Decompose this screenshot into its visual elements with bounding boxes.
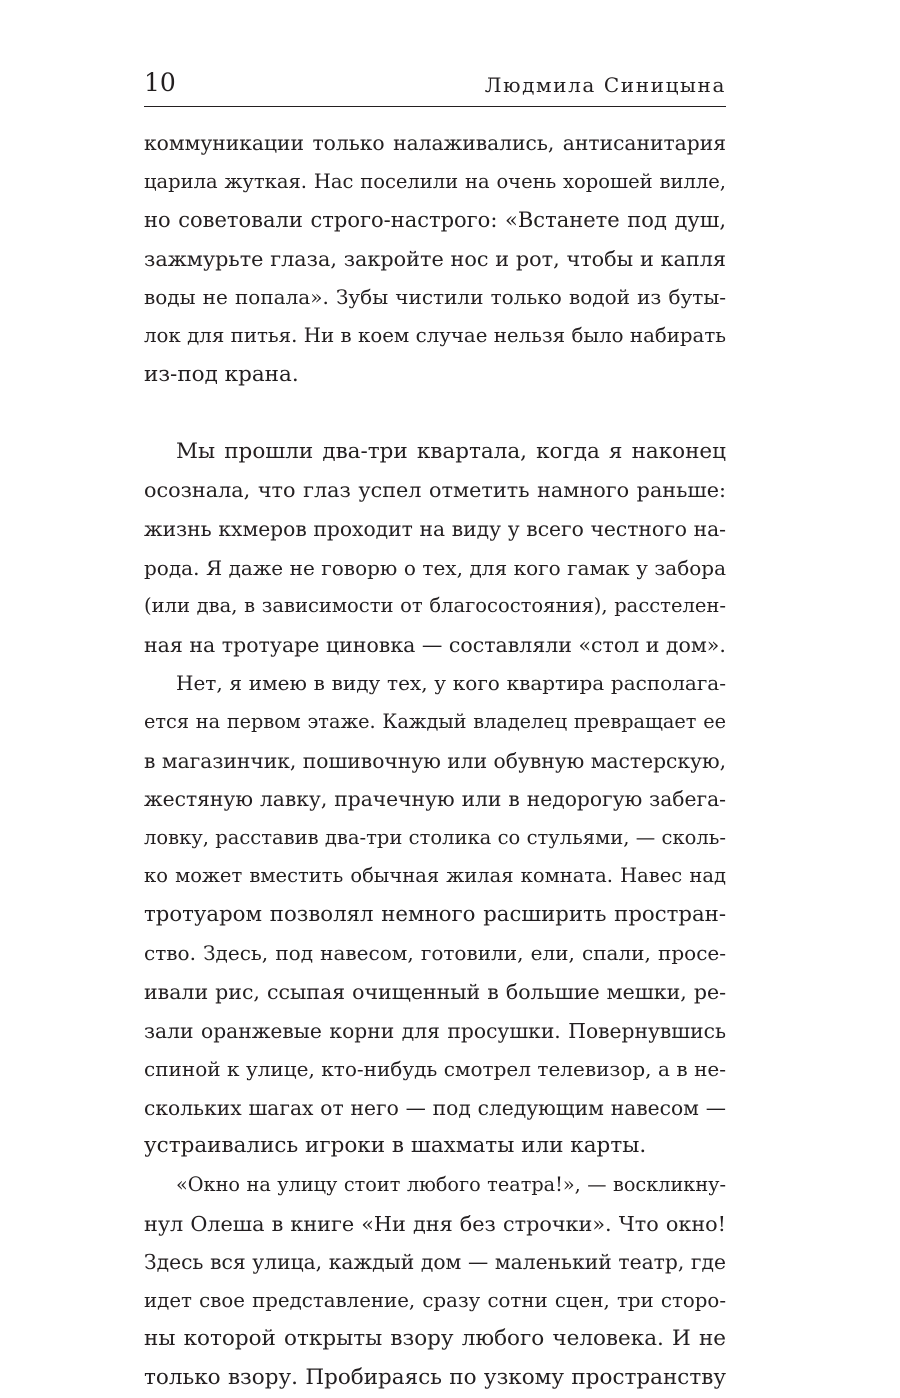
text-line: ство. Здесь, под навесом, готовили, ели, спали, просе- (144, 941, 726, 966)
text-line: из-под крана. (144, 361, 299, 387)
text-line: ко может вместить обычная жилая комната. Навес над (144, 864, 726, 888)
text-line: царила жуткая. Нас поселили на очень хорошей вилле, (144, 169, 726, 193)
text-line: рода. Я даже не говорю о тех, для кого гамак у забора (144, 555, 726, 580)
page-number: 10 (144, 68, 176, 97)
text-line: ная на тротуаре циновка — составляли «стол и дом». (144, 632, 726, 657)
text-line: жизнь кхмеров проходит на виду у всего честного на- (144, 516, 726, 541)
text-line: Нет, я имею в виду тех, у кого квартира располага- (176, 671, 726, 696)
text-line: коммуникации только налаживались, антисанитария (144, 131, 726, 155)
text-line: устраивались игроки в шахматы или карты. (144, 1133, 647, 1159)
text-line: но советовали строго-настрого: «Встанете под душ, (144, 208, 726, 233)
text-line: в магазинчик, пошивочную или обувную мастерскую, (144, 748, 726, 773)
page-header (144, 64, 726, 107)
paragraph-2 (144, 433, 726, 665)
text-line: зали оранжевые корни для просушки. Повернувшись (144, 1018, 726, 1043)
text-line: только взору. Пробираясь по узкому пространству (144, 1365, 726, 1390)
text-line: зажмурьте глаза, закройте нос и рот, чтобы и капля (144, 246, 726, 271)
text-line: жестяную лавку, прачечную или в недорогую забега- (144, 787, 726, 812)
paragraph-4 (144, 1166, 726, 1398)
text-line: лок для питья. Ни в коем случае нельзя было набирать (144, 323, 726, 347)
text-line: ется на первом этаже. Каждый владелец превращает ее (144, 709, 726, 733)
text-line: идет свое представление, сразу сотни сцен, три сторо- (144, 1288, 726, 1312)
text-line: Мы прошли два-три квартала, когда я наконец (176, 438, 726, 464)
body-text (144, 124, 726, 1398)
paragraph-1 (144, 124, 726, 394)
text-line: Здесь вся улица, каждый дом — маленький театр, где (144, 1250, 726, 1275)
text-line: ивали рис, ссыпая очищенный в большие мешки, ре- (144, 980, 726, 1005)
text-line: «Окно на улицу стоит любого театра!», — воскликну- (176, 1173, 726, 1197)
text-line: нул Олеша в книге «Ни дня без строчки». Что окно! (144, 1211, 726, 1236)
text-line: тротуаром позволял немного расширить простран- (144, 901, 726, 927)
section-break (144, 394, 726, 433)
text-line: ны которой открыты взору любого человека. И не (144, 1326, 726, 1352)
running-title: Людмила Синицына (484, 73, 726, 97)
paragraph-3 (144, 664, 726, 1166)
text-line: спиной к улице, кто-нибудь смотрел телевизор, а в не- (144, 1057, 726, 1082)
text-line: (или два, в зависимости от благосостояния), расстелен- (144, 594, 726, 618)
text-line: ловку, расставив два-три столика со стульями, — сколь- (144, 825, 726, 849)
text-line: воды не попала». Зубы чистили только водой из буты- (144, 285, 726, 310)
text-line: скольких шагах от него — под следующим навесом — (144, 1095, 726, 1120)
text-line: осознала, что глаз успел отметить намного раньше: (144, 478, 726, 503)
